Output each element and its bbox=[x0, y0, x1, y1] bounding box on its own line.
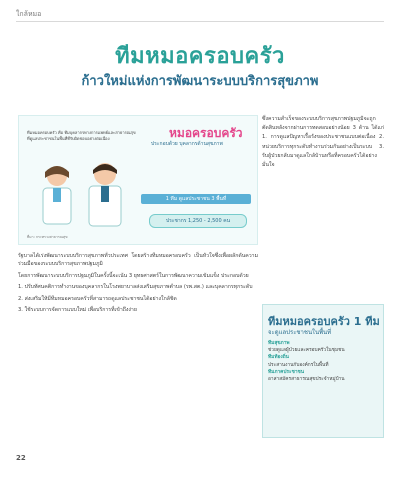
callout-text: ประสานงานกับองค์กรในพื้นที่ bbox=[268, 362, 329, 368]
infographic-ribbon: 1 ทีม ดูแลประชาชน 3 พื้นที่ bbox=[141, 194, 251, 204]
doctor-male-icon bbox=[89, 163, 121, 226]
callout-text: อาสาสมัครสาธารณสุขประจำหมู่บ้าน bbox=[268, 377, 345, 383]
article-subtitle: ก้าวใหม่แห่งการพัฒนาระบบบริการสุขภาพ bbox=[81, 74, 319, 89]
header-divider bbox=[16, 21, 384, 22]
body-text bbox=[18, 252, 258, 317]
doctor-female-icon bbox=[43, 166, 71, 224]
right-column-text: ซึ่งความสำเร็จของระบบบริการสุขภาพปฐมภูมิจะถูกตัดสินหลังจากผ่านการทดสอบอย่างน้อย 3 ด้าน ได้แก่ 1. การดูแลปัญหาเรื้อรังของประชาชนแบบต่อเนื่อง 2. หน่วยบริการทุกระดับทำงานร่วมกันอย่างเป็นระบบ 3. รับผู้ป่วยกลับมาดูแลใกล้บ้านหรือที่ครอบครัวได้อย่างมั่นใจ bbox=[262, 116, 384, 169]
population-pill: ประชากร 1,250 - 2,500 คน bbox=[149, 214, 247, 228]
callout-heading: ทีมสุขภาพ bbox=[268, 341, 290, 346]
body-paragraph: โดยการพัฒนาระบบบริการปฐมภูมิในครั้งนี้จะเน้น 3 ยุทธศาสตร์ในการพัฒนาความเข้มแข็ง ประกอบด้วย bbox=[18, 272, 249, 279]
infographic-text: ทีมหมอครอบครัว คือ ทีมบุคลากรทางการแพทย์และสาธารณสุข ที่ดูแลประชาชนในพื้นที่ที่รับผิดชอบอย่างต่อเนื่อง bbox=[27, 130, 136, 141]
page-number: 22 bbox=[16, 454, 26, 462]
callout-heading: ทีมท้องถิ่น bbox=[268, 355, 289, 361]
body-paragraph: 2. ส่งเสริมให้มีทีมหมอครอบครัวที่สามารถดูแลประชาชนได้อย่างใกล้ชิด bbox=[18, 295, 177, 302]
callout-heading: ทีมภาคประชาชน bbox=[268, 369, 305, 375]
callout-body bbox=[268, 340, 380, 383]
infographic-source: ที่มา: กระทรวงสาธารณสุข bbox=[27, 235, 68, 239]
body-paragraph: รัฐบาลได้เร่งพัฒนาระบบบริการสุขภาพทั่วประเทศ โดยสร้างทีมหมอครอบครัว เป็นหัวใจซึ่งเพื่อผลักดันความร่วมมือของระบบบริการสุขภาพปฐมภูมิ bbox=[18, 253, 258, 268]
infographic-title: หมอครอบครัว bbox=[169, 126, 243, 140]
body-paragraph: 1. ปรับทัศนคติการทำงานของบุคลากรในโรงพยาบาลส่งเสริมสุขภาพตำบล (รพ.สต.) และบุคลากรทุกระดับ bbox=[18, 284, 253, 291]
callout-text: ช่วยดูแลผู้ป่วยและครอบครัวในชุมชน bbox=[268, 348, 345, 354]
body-paragraph: 3. ใช้ระบบการจัดการแบบใหม่ เพื่อบริการที่เข้าถึงง่าย bbox=[18, 307, 137, 314]
doctors-illustration bbox=[27, 156, 137, 228]
callout-title: ทีมหมอครอบครัว 1 ทีม bbox=[268, 315, 380, 328]
infographic bbox=[18, 115, 258, 245]
page-header bbox=[0, 0, 400, 26]
article-title: ทีมหมอครอบครัว bbox=[115, 44, 285, 69]
infographic-subtitle: ประกอบด้วย บุคลากรด้านสุขภาพ bbox=[151, 141, 223, 147]
section-tag: ใกล้หมอ bbox=[16, 10, 42, 18]
callout-subtitle: จะดูแลประชาชนในพื้นที่ bbox=[268, 329, 332, 336]
